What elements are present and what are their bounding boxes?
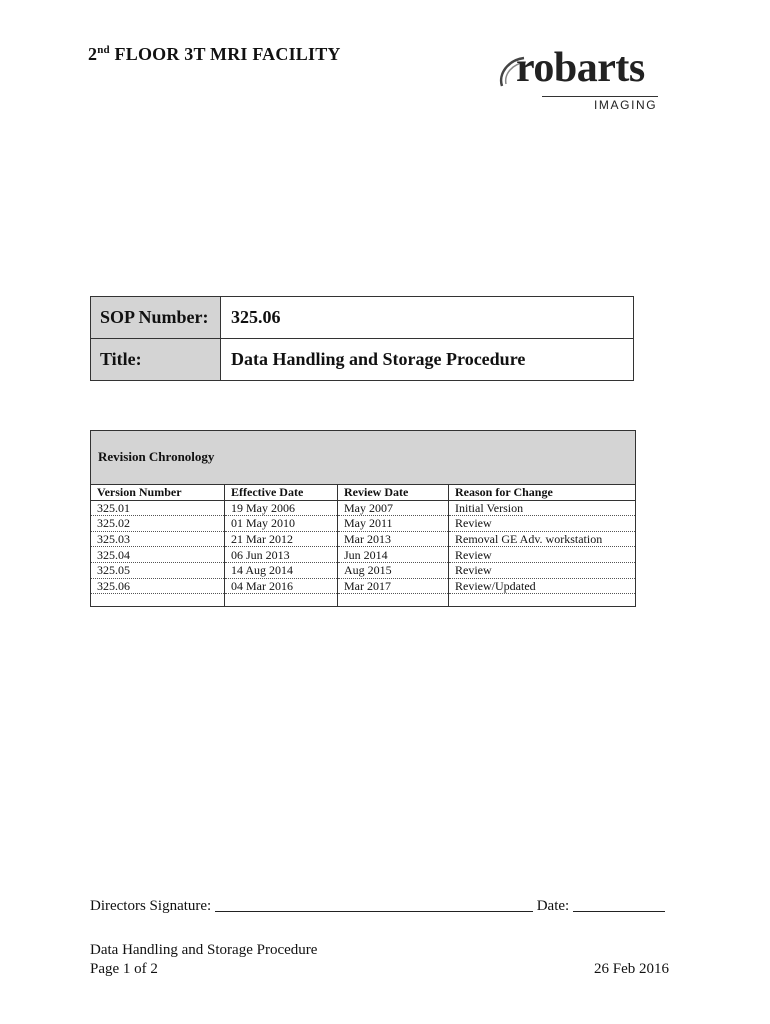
sop-number-row (91, 297, 634, 339)
footer-page-number: Page 1 of 2 (90, 961, 158, 977)
review-date-cell: May 2007 (338, 500, 449, 516)
signature-label: Directors Signature: (90, 898, 212, 914)
sop-title-label: Title: (91, 339, 221, 381)
version-cell: 325.03 (91, 531, 225, 547)
column-header: Review Date (338, 485, 449, 500)
table-row (91, 531, 635, 547)
footer-document-title: Data Handling and Storage Procedure (90, 942, 318, 958)
review-date-cell: Mar 2013 (338, 531, 449, 547)
reason-cell: Initial Version (449, 500, 636, 516)
column-header: Reason for Change (449, 485, 636, 500)
reason-cell: Review (449, 547, 636, 563)
footer-date: 26 Feb 2016 (594, 961, 669, 977)
table-row (91, 516, 635, 532)
sop-number-value: 325.06 (221, 297, 634, 339)
version-cell: 325.04 (91, 547, 225, 563)
date-label: Date: (536, 898, 570, 914)
table-row (91, 547, 635, 563)
review-date-cell: Aug 2015 (338, 562, 449, 578)
effective-date-cell: 14 Aug 2014 (225, 562, 338, 578)
effective-date-cell: 19 May 2006 (225, 500, 338, 516)
reason-cell: Removal GE Adv. workstation (449, 531, 636, 547)
revision-header-row (91, 485, 635, 500)
signature-line (90, 898, 665, 915)
table-row (91, 578, 635, 594)
table-row (91, 562, 635, 578)
sop-title-row (91, 339, 634, 381)
logo-wordmark: robarts (516, 45, 645, 91)
signature-blank[interactable] (215, 911, 533, 912)
column-header: Version Number (91, 485, 225, 500)
logo-subtitle: IMAGING (594, 98, 658, 112)
revision-table (91, 485, 635, 606)
empty-row (91, 594, 635, 607)
sop-number-label: SOP Number: (91, 297, 221, 339)
table-row (91, 500, 635, 516)
sop-table (90, 296, 634, 381)
effective-date-cell: 21 Mar 2012 (225, 531, 338, 547)
effective-date-cell: 01 May 2010 (225, 516, 338, 532)
revision-chronology (90, 430, 636, 607)
column-header: Effective Date (225, 485, 338, 500)
logo-rule (542, 96, 658, 97)
version-cell: 325.05 (91, 562, 225, 578)
review-date-cell: Mar 2017 (338, 578, 449, 594)
revision-heading-bar (91, 431, 635, 485)
reason-cell: Review (449, 562, 636, 578)
robarts-imaging-logo (494, 45, 662, 114)
reason-cell: Review (449, 516, 636, 532)
version-cell: 325.06 (91, 578, 225, 594)
reason-cell: Review/Updated (449, 578, 636, 594)
date-blank[interactable] (573, 911, 665, 912)
revision-heading: Revision Chronology (98, 449, 215, 464)
review-date-cell: Jun 2014 (338, 547, 449, 563)
review-date-cell: May 2011 (338, 516, 449, 532)
sop-title-value: Data Handling and Storage Procedure (221, 339, 634, 381)
effective-date-cell: 04 Mar 2016 (225, 578, 338, 594)
version-cell: 325.02 (91, 516, 225, 532)
effective-date-cell: 06 Jun 2013 (225, 547, 338, 563)
page-title: 2nd FLOOR 3T MRI FACILITY (88, 44, 341, 64)
version-cell: 325.01 (91, 500, 225, 516)
